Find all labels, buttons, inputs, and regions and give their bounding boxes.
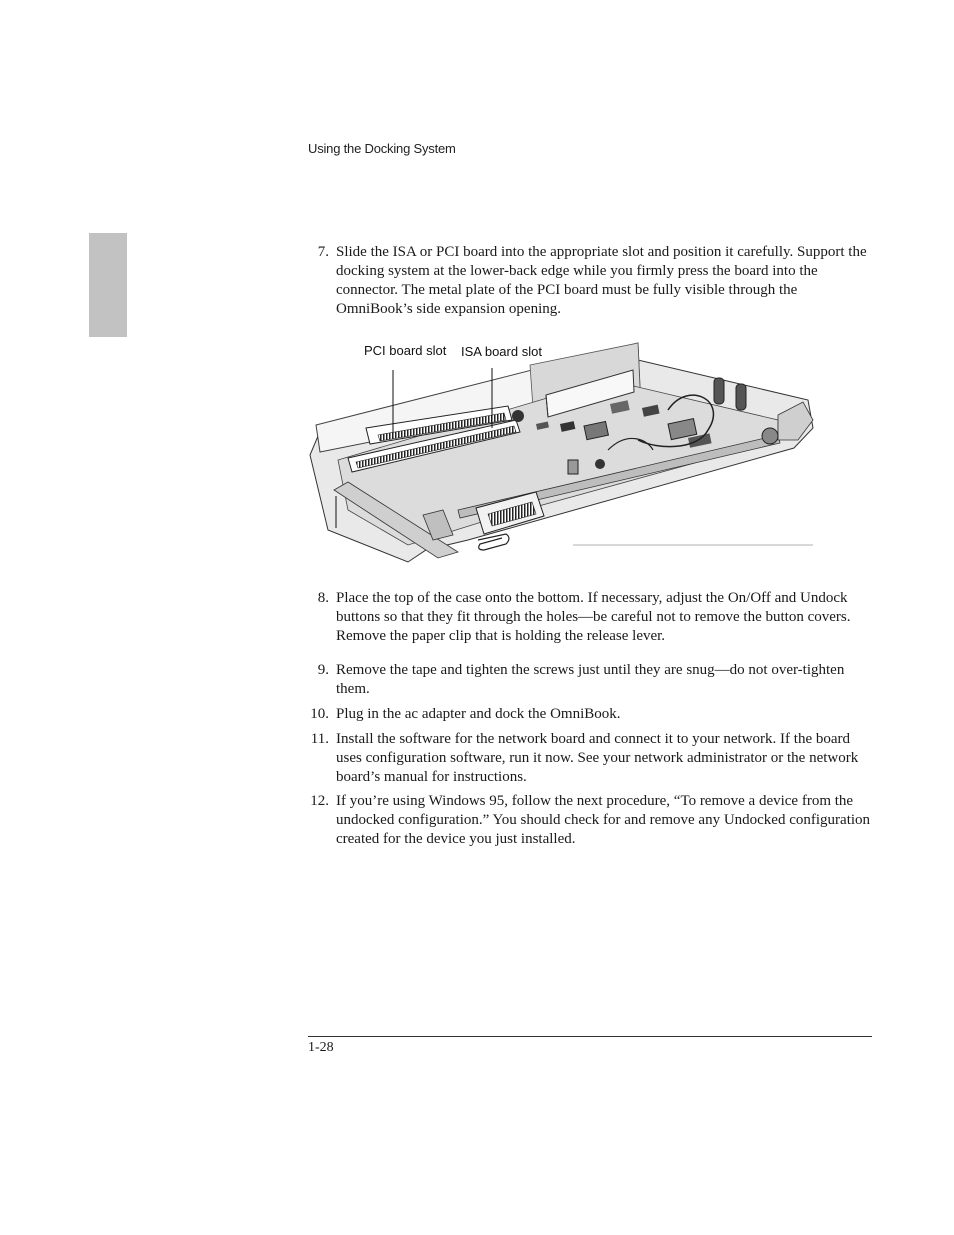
step-text: Place the top of the case onto the bottom. If necessary, adjust the On/Off and Undock buttons so that they fit through the holes—be careful not to remove the button covers. Remove the paper clip that is holding the release lever. [336, 590, 851, 644]
step-12 [308, 792, 874, 849]
docking-base-drawing [308, 340, 816, 566]
step-text: Install the software for the network board and connect it to your network. If the board uses configuration software, run it now. See your network administrator or the network board’s manual for instructions. [336, 731, 859, 785]
step-text: If you’re using Windows 95, follow the next procedure, “To remove a device from the undocked configuration.” You should check for and remove any Undocked configuration created for the device you just installed. [336, 793, 871, 847]
step-text: Slide the ISA or PCI board into the appropriate slot and position it carefully. Support the docking system at the lower-back edge while you firmly press the board into the connector. The metal plate of the PCI board must be fully visible through the OmniBook’s side expansion opening. [336, 244, 867, 317]
page-number: 1-28 [308, 1040, 334, 1055]
running-header: Using the Docking System [308, 141, 456, 156]
chapter-thumb-tab [89, 233, 127, 337]
footer-rule [308, 1036, 872, 1037]
step-number: 9. [317, 662, 329, 678]
callout-isa-board-slot: ISA board slot [461, 344, 542, 359]
step-7 [308, 243, 874, 319]
step-10 [308, 705, 874, 724]
step-number: 8. [317, 590, 329, 606]
docking-system-illustration [308, 340, 816, 566]
step-number: 11. [310, 731, 329, 747]
callout-pci-board-slot: PCI board slot [364, 343, 447, 358]
step-text: Plug in the ac adapter and dock the OmniBook. [336, 706, 621, 722]
step-8 [308, 589, 874, 646]
step-11 [308, 730, 874, 787]
step-number: 7. [317, 244, 329, 260]
step-text: Remove the tape and tighten the screws just until they are snug—do not over-tighten them. [336, 662, 845, 697]
step-number: 10. [310, 706, 329, 722]
step-number: 12. [310, 793, 329, 809]
step-9 [308, 661, 874, 699]
